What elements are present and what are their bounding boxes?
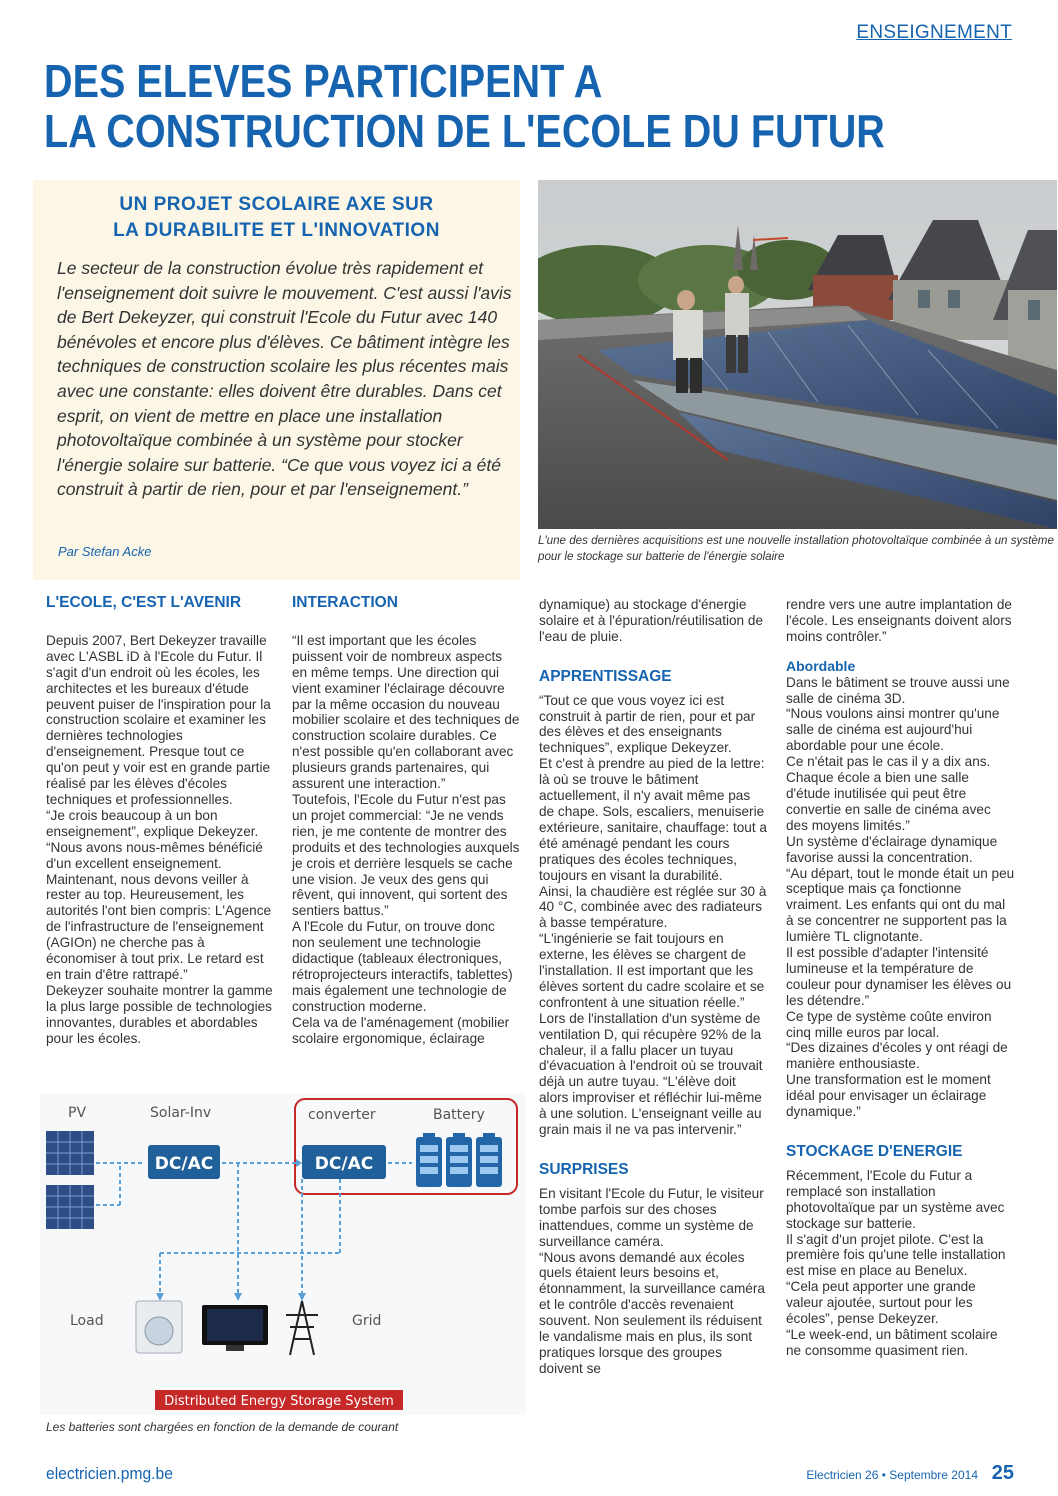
column-3-text-apprentissage: “Tout ce que vous voyez ici est construit à partir de rien, pour et par des élèves et des enseignants techniques”, explique Dekeyzer. Et c'est à prendre au pied de la lettre: là où se trouve le bâtiment actuellement, il n'y avait même pas de chape. Sols, escaliers, menuiserie extérieure, sanitaire, chauffage: tout a été aménagé pendant les cours pratiques des écoles techniques, toujours en visant la durabilité. Ainsi, la chaudière est réglée sur 30 à 40 °C, combinée avec des radiateurs à basse température. “L'ingénierie se fait toujours en externe, les élèves se chargent de l'installation. Il est important que les élèves sortent du cadre scolaire et se confrontent à une situation réelle.” Lors de l'installation d'un système de ventilation D, qui récupère 92% de la chaleur, il a fallu placer un tuyau d'évacuation à l'endroit où se trouvait déjà un autre tuyau. “L'élève doit alors improviser et réfléchir lui-même à une solution. L'enseignant veille au grain mais il ne va pas intervenir.” [539,692,767,1138]
column-3-text-surprises: En visitant l'Ecole du Futur, le visiteur tombe parfois sur des choses inattendues, comme un système de surveillance caméra. “Nous avons demandé aux écoles quels étaient leurs besoins et, étonnamment, la surveillance caméra et le contrôle d'accès revenaient souvent. Non seulement ils réduisent le vandalisme mais en plus, ils sont pratiques lorsque des groupes doivent se [539,1185,765,1376]
column-2 [292,595,520,1046]
photo-illustration [538,180,1057,529]
heading-surprises: SURPRISES [539,1161,629,1178]
heading-ecole-avenir: L'ECOLE, C'EST L'AVENIR [46,594,242,611]
dc-ac-label-2: DC/AC [314,1154,374,1174]
label-grid: Grid [352,1313,382,1329]
page-number: 25 [991,1462,1014,1484]
column-4-text-abordable: Dans le bâtiment se trouve aussi une salle de cinéma 3D. “Nous voulons ainsi montrer qu'une salle de cinéma est aujourd'hui abordable pour une école. Ce n'était pas le cas il y a dix ans. Chaque école a bien une salle d'étude inutilisée qui peut être convertie en salle de cinéma avec des moyens limités.” Un système d'éclairage dynamique favorise aussi la concentration. “Au départ, tout le monde était un peu sceptique mais ça fonctionne vraiment. Les enfants qui ont du mal à se concentrer ne supportent pas la lumière TL clignotante. Il est possible d'adapter l'intensité lumineuse et la température de couleur pour dynamiser les élèves ou les détendre.” Ce type de système coûte environ cinq mille euros par local. “Des dizaines d'écoles y ont réagi de manière enthousiaste. Une transformation est le moment idéal pour envisager un éclairage dynamique.” [786,674,1015,1120]
tv-icon [202,1305,268,1351]
heading-stockage: STOCKAGE D'ENERGIE [786,1143,963,1160]
energy-storage-diagram [40,1093,526,1415]
label-pv: PV [68,1105,87,1121]
column-4 [786,597,1016,1359]
diagram-caption: Les batteries sont chargées en fonction de la demande de courant [46,1420,399,1434]
subtitle-line-2: LA DURABILITE ET L'INNOVATION [113,220,440,241]
subtitle-line-1: UN PROJET SCOLAIRE AXE SUR [119,194,434,215]
label-solar-inv: Solar-Inv [150,1105,212,1121]
washing-machine-icon [136,1301,182,1353]
page-title [44,56,895,156]
diagram-banner-text: Distributed Energy Storage System [164,1394,394,1409]
intro-box [33,180,520,580]
diagram-svg [40,1093,526,1415]
footer-info: Electricien 26 • Septembre 2014 [806,1468,978,1482]
column-1-text: Depuis 2007, Bert Dekeyzer travaille avec L'ASBL iD à l'Ecole du Futur. Il s'agit d'un endroit où les écoles, les architectes et les bureaux d'étude peuvent puiser de l'inspiration pour la construction scolaire et examiner les dernières technologies d'enseignement. Presque tout ce qu'on peut y voir est en grande partie réalisé par les élèves d'écoles techniques et professionnelles. “Je crois beaucoup à un bon enseignement”, explique Dekeyzer. “Nous avons nous-mêmes bénéficié d'un excellent enseignement. Maintenant, nous devons veiller à rester au top. Heureusement, les autorités l'ont bien compris: L'Agence de l'infrastructure de l'enseignement (AGIOn) ne cherche pas à économiser à tout prix. Le retard est en train d'être rattrapé.” Dekeyzer souhaite montrer la gamme la plus large possible de technologies innovantes, durables et abordables pour les écoles. [46,632,273,1046]
dc-ac-label-1: DC/AC [154,1154,214,1174]
column-3 [539,597,767,1377]
heading-interaction: INTERACTION [292,594,398,611]
subheading-abordable: Abordable [786,657,856,674]
byline: Par Stefan Acke [58,544,152,559]
label-battery: Battery [433,1107,485,1123]
battery-icon [416,1133,502,1187]
intro-text: Le secteur de la construction évolue très rapidement et l'enseignement doit suivre le mouvement. C'est aussi l'avis de Bert Dekeyzer, qui construit l'Ecole du Futur avec 140 bénévoles et encore plus d'élèves. Ce bâtiment intègre les techniques de construction scolaire les plus récentes mais avec une constante: elles doivent être durables. Dans cet esprit, on vient de mettre en place une installation photovoltaïque combinée à un système pour stocker l'énergie solaire sur batterie. “Ce que vous voyez ici a été construit à partir de rien, pour et par l'enseignement.” [57,258,512,500]
column-4-text-stockage: Récemment, l'Ecole du Futur a remplacé son installation photovoltaïque par un système avec stockage sur batterie. Il s'agit d'un projet pilote. C'est la première fois qu'une telle installation est mise en place au Benelux. “Cela peut apporter une grande valeur ajoutée, surtout pour les écoles”, pense Dekeyzer. “Le week-end, un bâtiment scolaire ne consomme quasiment rien. [786,1167,1006,1358]
footer-url[interactable]: electricien.pmg.be [46,1464,173,1483]
column-1 [46,595,276,1046]
label-converter: converter [308,1107,376,1123]
title-line-2: LA CONSTRUCTION DE L'ECOLE DU FUTUR [44,105,885,157]
section-tag: ENSEIGNEMENT [856,22,1012,43]
photo-caption: L'une des dernières acquisitions est une nouvelle installation photovoltaïque combinée à un système pour le stockage sur batterie de l'énergie solaire [538,534,1054,563]
intro-subtitle [33,192,520,244]
column-2-text: “Il est important que les écoles puissent voir de nombreux aspects en même temps. Une direction qui vient examiner l'éclairage découvre par la même occasion du nouveau mobilier scolaire et des techniques de construction scolaire durables. Ce n'est possible qu'en collaborant avec plusieurs grands partenaires, qui assurent une interaction.” Toutefois, l'Ecole du Futur n'est pas un projet commercial: “Je ne vends rien, je me contente de montrer des produits et des technologies auxquels je crois et derrière lesquels se cache une vision. Je veux des gens qui rêvent, qui innovent, qui sortent des sentiers battus.” A l'Ecole du Futur, on trouve donc non seulement une technologie didactique (tableaux électroniques, rétroprojecteurs interactifs, tablettes) mais également une technologie de construction moderne. Cela va de l'aménagement (mobilier scolaire ergonomique, éclairage [292,632,520,1046]
column-3-text-top: dynamique) au stockage d'énergie solaire et à l'épuration/réutilisation de l'eau de pluie. [539,597,764,644]
title-line-1: DES ELEVES PARTICIPENT A [44,55,603,107]
label-load: Load [70,1313,104,1329]
solar-roof-photo [538,180,1057,529]
heading-apprentissage: APPRENTISSAGE [539,667,672,685]
column-4-text-top: rendre vers une autre implantation de l'école. Les enseignants doivent alors moins contrôler.” [786,597,1012,644]
